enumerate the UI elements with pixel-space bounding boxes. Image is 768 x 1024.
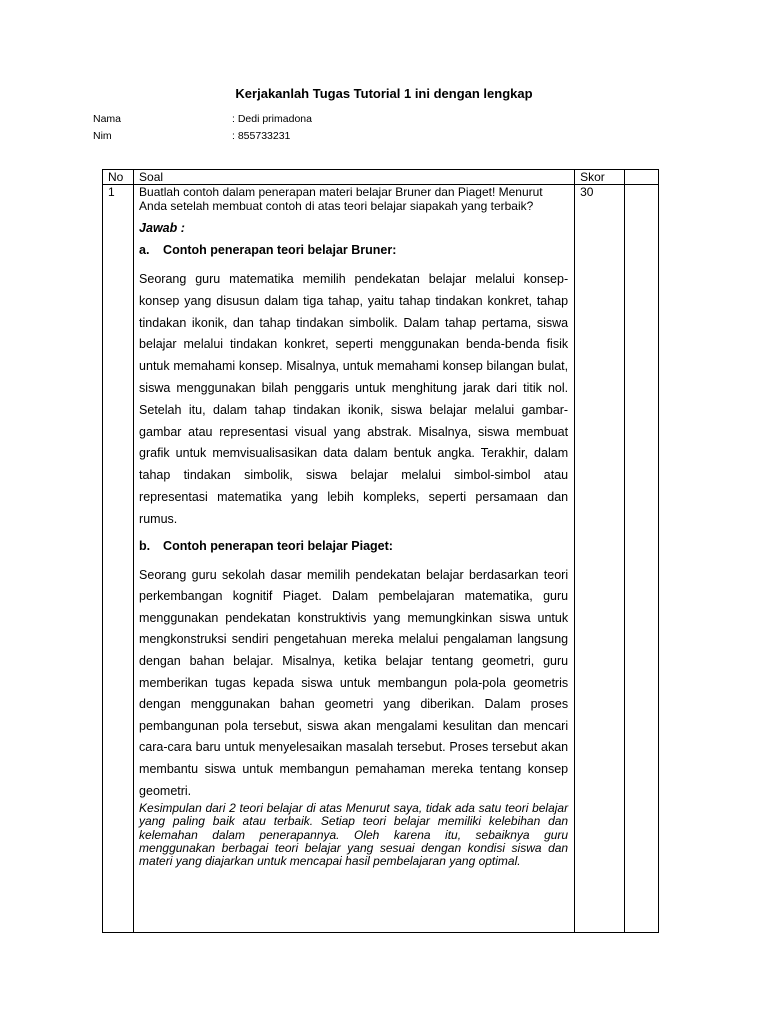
section-b-title: Contoh penerapan teori belajar Piaget:: [163, 538, 393, 553]
table-header-row: [103, 170, 659, 185]
header-extra: [624, 170, 658, 185]
jawab-label: Jawab :: [139, 221, 185, 235]
conclusion-paragraph: Kesimpulan dari 2 teori belajar di atas Menurut saya, tidak ada satu teori belajar yang paling baik atau terbaik. Setiap teori belajar memiliki kelebihan dan kelemahan dalam penerapannya. Oleh karena itu, sebaiknya guru menggunakan berbagai teori belajar yang sesuai dengan kondisi siswa dan materi yang diajarkan untuk mencapai hasil pembelajaran yang optimal.: [139, 801, 569, 868]
soal-cell: [134, 185, 575, 933]
question-text: Buatlah contoh dalam penerapan materi belajar Bruner dan Piaget! Menurut Anda setelah membuat contoh di atas teori belajar siapakah yang terbaik?: [139, 185, 543, 213]
nama-label: Nama: [93, 113, 122, 125]
nim-label: Nim: [93, 130, 112, 142]
nama-value: : Dedi primadona: [232, 113, 312, 125]
nama-row: [93, 113, 312, 125]
section-a-letter: a.: [139, 243, 150, 257]
row-number: 1: [103, 185, 134, 933]
header-no: No: [103, 170, 134, 185]
task-table: [102, 169, 659, 933]
header-skor: Skor: [575, 170, 625, 185]
section-b-letter: b.: [139, 538, 151, 553]
section-a-heading: [139, 243, 574, 257]
nim-value: : 855733231: [232, 130, 291, 142]
section-a-paragraph: Seorang guru matematika memilih pendekatan belajar melalui konsep-konsep yang disusun dalam tiga tahap, yaitu tahap tindakan konkret, tahap tindakan ikonik, dan tahap tindakan simbolik. Dalam tahap pertama, siswa belajar melalui tindakan konkret, seperti menggunakan benda-benda fisik untuk memahami konsep. Misalnya, untuk memahami konsep bilangan bulat, siswa menggunakan bilah penggaris untuk menghitung jarak dari titik nol. Setelah itu, dalam tahap tindakan ikonik, siswa belajar melalui gambar-gambar atau representasi visual yang abstrak. Misalnya, siswa membuat grafik untuk memvisualisasikan data dalam bentuk angka. Terakhir, dalam tahap tindakan simbolik, siswa belajar melalui simbol-simbol atau representasi matematika yang lebih kompleks, seperti persamaan dan rumus.: [139, 272, 569, 526]
extra-cell: [624, 185, 658, 933]
page-title: Kerjakanlah Tugas Tutorial 1 ini dengan lengkap: [235, 86, 533, 101]
nim-row: [93, 130, 291, 142]
section-b-heading: [139, 539, 574, 553]
section-b-paragraph: Seorang guru sekolah dasar memilih pendekatan belajar berdasarkan teori perkembangan kognitif Piaget. Dalam pembelajaran matematika, guru menggunakan pendekatan konstruktivis yang memungkinkan siswa untuk mengkonstruksi sendiri pengetahuan mereka melalui pengalaman langsung dengan bahan belajar. Misalnya, ketika belajar tentang geometri, guru memberikan tugas kepada siswa untuk membangun pola-pola geometris dengan menggunakan bahan geometri yang diberikan. Dalam proses pembangunan pola tersebut, siswa akan mengalami kesulitan dan mencari cara-cara baru untuk menyelesaikan masalah tersebut. Proses tersebut akan membantu siswa untuk membangun pemahaman mereka tentang konsep geometri.: [139, 567, 569, 798]
header-soal: Soal: [134, 170, 575, 185]
table-row: [103, 185, 659, 933]
skor-value: 30: [575, 185, 625, 933]
section-a-title: Contoh penerapan teori belajar Bruner:: [163, 243, 397, 257]
